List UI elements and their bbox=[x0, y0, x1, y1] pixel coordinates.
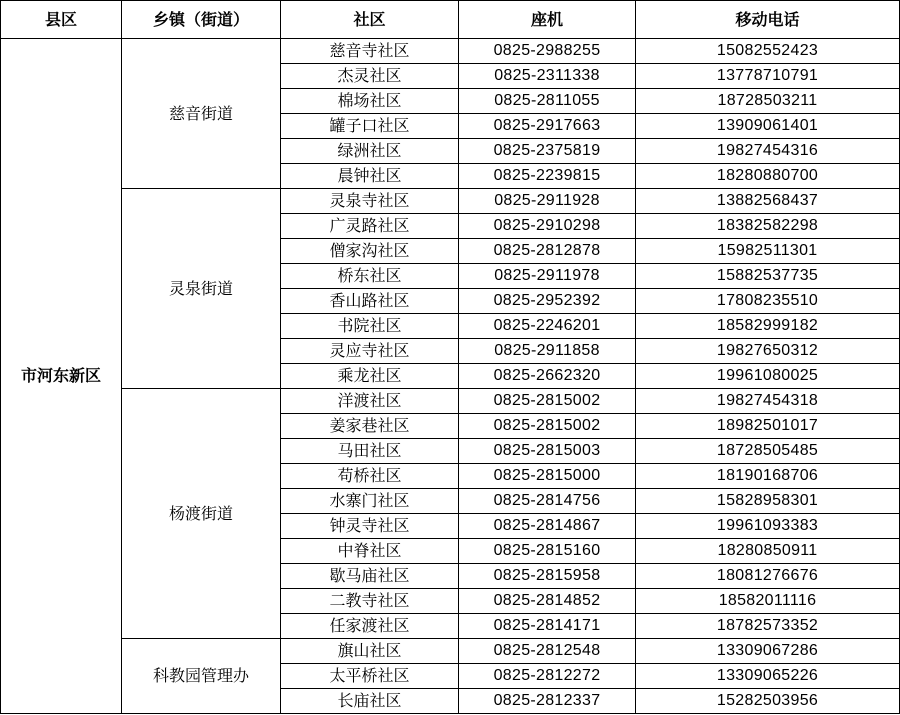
town-cell: 灵泉街道 bbox=[122, 189, 281, 389]
landline-cell: 0825-2814171 bbox=[459, 614, 636, 639]
mobile-cell: 18190168706 bbox=[636, 464, 900, 489]
community-cell: 姜家巷社区 bbox=[281, 414, 459, 439]
landline-cell: 0825-2911858 bbox=[459, 339, 636, 364]
mobile-cell: 13778710791 bbox=[636, 64, 900, 89]
mobile-cell: 18280850911 bbox=[636, 539, 900, 564]
community-cell: 罐子口社区 bbox=[281, 114, 459, 139]
mobile-cell: 18582999182 bbox=[636, 314, 900, 339]
table-row bbox=[1, 39, 900, 64]
mobile-cell: 19827454316 bbox=[636, 139, 900, 164]
mobile-cell: 13309065226 bbox=[636, 664, 900, 689]
mobile-cell: 13309067286 bbox=[636, 639, 900, 664]
mobile-cell: 18582011116 bbox=[636, 589, 900, 614]
landline-cell: 0825-2239815 bbox=[459, 164, 636, 189]
community-cell: 任家渡社区 bbox=[281, 614, 459, 639]
community-cell: 苟桥社区 bbox=[281, 464, 459, 489]
header-town: 乡镇（街道） bbox=[122, 1, 281, 39]
community-cell: 杰灵社区 bbox=[281, 64, 459, 89]
community-cell: 灵泉寺社区 bbox=[281, 189, 459, 214]
community-cell: 长庙社区 bbox=[281, 689, 459, 714]
community-cell: 绿洲社区 bbox=[281, 139, 459, 164]
header-row bbox=[1, 1, 900, 39]
community-cell: 广灵路社区 bbox=[281, 214, 459, 239]
mobile-cell: 15882537735 bbox=[636, 264, 900, 289]
mobile-cell: 18728505485 bbox=[636, 439, 900, 464]
mobile-cell: 18782573352 bbox=[636, 614, 900, 639]
community-cell: 灵应寺社区 bbox=[281, 339, 459, 364]
mobile-cell: 18081276676 bbox=[636, 564, 900, 589]
landline-cell: 0825-2911978 bbox=[459, 264, 636, 289]
landline-cell: 0825-2812548 bbox=[459, 639, 636, 664]
community-cell: 棉场社区 bbox=[281, 89, 459, 114]
landline-cell: 0825-2910298 bbox=[459, 214, 636, 239]
landline-cell: 0825-2814756 bbox=[459, 489, 636, 514]
mobile-cell: 15082552423 bbox=[636, 39, 900, 64]
landline-cell: 0825-2815958 bbox=[459, 564, 636, 589]
community-cell: 书院社区 bbox=[281, 314, 459, 339]
header-community: 社区 bbox=[281, 1, 459, 39]
county-cell: 市河东新区 bbox=[1, 39, 122, 714]
landline-cell: 0825-2812337 bbox=[459, 689, 636, 714]
header-county: 县区 bbox=[1, 1, 122, 39]
landline-cell: 0825-2246201 bbox=[459, 314, 636, 339]
landline-cell: 0825-2811055 bbox=[459, 89, 636, 114]
town-cell: 杨渡街道 bbox=[122, 389, 281, 639]
mobile-cell: 15828958301 bbox=[636, 489, 900, 514]
mobile-cell: 13882568437 bbox=[636, 189, 900, 214]
mobile-cell: 19827650312 bbox=[636, 339, 900, 364]
table-row bbox=[1, 639, 900, 664]
mobile-cell: 19827454318 bbox=[636, 389, 900, 414]
community-cell: 洋渡社区 bbox=[281, 389, 459, 414]
community-cell: 香山路社区 bbox=[281, 289, 459, 314]
landline-cell: 0825-2917663 bbox=[459, 114, 636, 139]
community-cell: 钟灵寺社区 bbox=[281, 514, 459, 539]
mobile-cell: 15282503956 bbox=[636, 689, 900, 714]
mobile-cell: 15982511301 bbox=[636, 239, 900, 264]
landline-cell: 0825-2988255 bbox=[459, 39, 636, 64]
header-landline: 座机 bbox=[459, 1, 636, 39]
community-cell: 水寨门社区 bbox=[281, 489, 459, 514]
town-cell: 科教园管理办 bbox=[122, 639, 281, 714]
mobile-cell: 18982501017 bbox=[636, 414, 900, 439]
landline-cell: 0825-2812272 bbox=[459, 664, 636, 689]
town-cell: 慈音街道 bbox=[122, 39, 281, 189]
landline-cell: 0825-2662320 bbox=[459, 364, 636, 389]
landline-cell: 0825-2812878 bbox=[459, 239, 636, 264]
mobile-cell: 19961080025 bbox=[636, 364, 900, 389]
community-cell: 中脊社区 bbox=[281, 539, 459, 564]
landline-cell: 0825-2814852 bbox=[459, 589, 636, 614]
mobile-cell: 13909061401 bbox=[636, 114, 900, 139]
landline-cell: 0825-2815160 bbox=[459, 539, 636, 564]
community-cell: 二教寺社区 bbox=[281, 589, 459, 614]
mobile-cell: 18280880700 bbox=[636, 164, 900, 189]
community-cell: 晨钟社区 bbox=[281, 164, 459, 189]
table-row bbox=[1, 189, 900, 214]
mobile-cell: 18728503211 bbox=[636, 89, 900, 114]
landline-cell: 0825-2815003 bbox=[459, 439, 636, 464]
community-cell: 太平桥社区 bbox=[281, 664, 459, 689]
community-cell: 马田社区 bbox=[281, 439, 459, 464]
community-cell: 旗山社区 bbox=[281, 639, 459, 664]
mobile-cell: 19961093383 bbox=[636, 514, 900, 539]
table-body bbox=[1, 39, 900, 714]
community-cell: 桥东社区 bbox=[281, 264, 459, 289]
community-cell: 慈音寺社区 bbox=[281, 39, 459, 64]
community-cell: 僧家沟社区 bbox=[281, 239, 459, 264]
landline-cell: 0825-2311338 bbox=[459, 64, 636, 89]
header-mobile: 移动电话 bbox=[636, 1, 900, 39]
landline-cell: 0825-2814867 bbox=[459, 514, 636, 539]
table-row bbox=[1, 389, 900, 414]
mobile-cell: 17808235510 bbox=[636, 289, 900, 314]
landline-cell: 0825-2815002 bbox=[459, 414, 636, 439]
landline-cell: 0825-2952392 bbox=[459, 289, 636, 314]
mobile-cell: 18382582298 bbox=[636, 214, 900, 239]
landline-cell: 0825-2911928 bbox=[459, 189, 636, 214]
community-cell: 乘龙社区 bbox=[281, 364, 459, 389]
landline-cell: 0825-2815000 bbox=[459, 464, 636, 489]
landline-cell: 0825-2815002 bbox=[459, 389, 636, 414]
community-cell: 歇马庙社区 bbox=[281, 564, 459, 589]
landline-cell: 0825-2375819 bbox=[459, 139, 636, 164]
